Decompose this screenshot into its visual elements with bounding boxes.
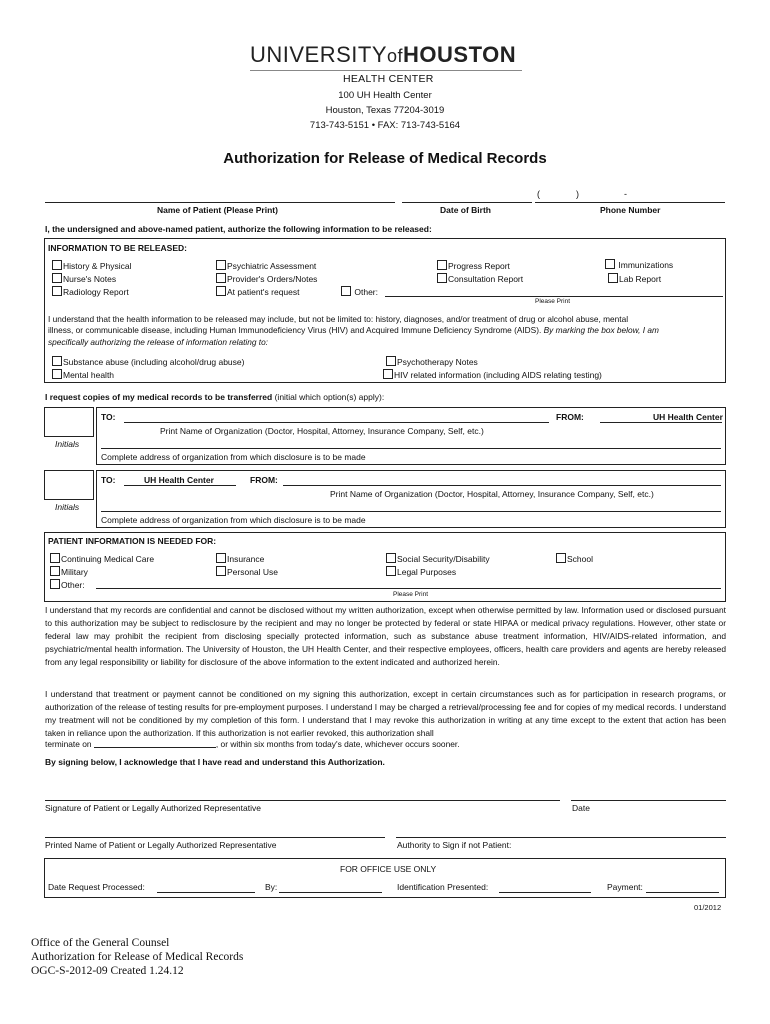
printed-name-line[interactable] <box>45 837 385 838</box>
terminate-line <box>45 739 460 749</box>
checkbox[interactable] <box>52 273 62 283</box>
phone-line[interactable] <box>535 202 725 203</box>
option-label: HIV related information (including AIDS relating testing) <box>394 370 602 380</box>
address-line-2: Houston, Texas 77204-3019 <box>325 105 445 116</box>
option-label: History & Physical <box>63 261 132 271</box>
terminate-label: terminate on <box>45 739 92 749</box>
phone-paren-open: ( <box>537 189 540 199</box>
initials-label-1: Initials <box>55 439 80 449</box>
health-center-label: HEALTH CENTER <box>343 73 434 85</box>
payment-label: Payment: <box>607 882 643 892</box>
checkbox[interactable] <box>50 553 60 563</box>
authority-label: Authority to Sign if not Patient: <box>397 840 512 850</box>
printed-name-label: Printed Name of Patient or Legally Authorized Representative <box>45 840 277 850</box>
please-print-note: Please Print <box>535 298 571 305</box>
checkbox[interactable] <box>216 553 226 563</box>
phone-label: Phone Number <box>600 205 661 215</box>
option-label: Nurse's Notes <box>63 274 117 284</box>
id-presented-label: Identification Presented: <box>397 882 489 892</box>
signature-label: Signature of Patient or Legally Authorized Representative <box>45 803 261 813</box>
checkbox[interactable] <box>216 273 226 283</box>
transfer-heading-rest: (initial which option(s) apply): <box>274 392 385 402</box>
option-label: Psychotherapy Notes <box>397 357 478 367</box>
checkbox[interactable] <box>556 553 566 563</box>
check-psychiatric-assessment[interactable] <box>216 260 316 271</box>
check-lab-report[interactable] <box>608 273 661 284</box>
option-label: Legal Purposes <box>397 567 457 577</box>
notice-line-1: I understand that the health information to be released may include, but not be limited to: history, diagnoses, and/or treatment of drug or alcohol abuse, mental <box>48 314 629 324</box>
payment-line[interactable] <box>646 892 719 893</box>
phone-paren-close: ) <box>576 189 579 199</box>
check-progress-report[interactable] <box>437 260 510 271</box>
dob-line[interactable] <box>402 202 532 203</box>
checkbox[interactable] <box>608 273 618 283</box>
purpose-please-print: Please Print <box>393 591 429 598</box>
authorize-statement: I, the undersigned and above-named patient, authorize the following information to be released: <box>45 224 432 234</box>
page-title: Authorization for Release of Medical Records <box>223 150 547 167</box>
option-label: Radiology Report <box>63 287 129 297</box>
check-psychotherapy-notes[interactable] <box>386 356 478 367</box>
complete-address-note-2: Complete address of organization from which disclosure is to be made <box>101 515 366 525</box>
print-org-note-2: Print Name of Organization (Doctor, Hospital, Attorney, Insurance Company, Self, etc.) <box>330 489 654 499</box>
other-line[interactable] <box>385 296 723 297</box>
option-label: Immunizations <box>618 260 674 270</box>
revision-date: 01/2012 <box>694 903 722 912</box>
by-line[interactable] <box>279 892 382 893</box>
option-label: Consultation Report <box>448 274 524 284</box>
date-label: Date <box>572 803 590 813</box>
notice-line-3: specifically authorizing the release of information relating to: <box>48 337 268 347</box>
option-label: Personal Use <box>227 567 279 577</box>
check-personal-use[interactable] <box>216 566 278 577</box>
option-label: Progress Report <box>448 261 510 271</box>
check-continuing-care[interactable] <box>50 553 154 564</box>
footer-line-3: OGC-S-2012-09 Created 1.24.12 <box>31 965 184 977</box>
footer-line-1: Office of the General Counsel <box>31 937 170 949</box>
date-processed-line[interactable] <box>157 892 255 893</box>
check-consultation-report[interactable] <box>437 273 523 284</box>
to-uh-2: UH Health Center <box>144 475 214 485</box>
notice-line-2-italic: By marking the box below, I am <box>543 325 659 335</box>
check-immunizations[interactable] <box>605 259 673 270</box>
option-label: Substance abuse (including alcohol/drug abuse) <box>63 357 245 367</box>
initials-box-1[interactable] <box>44 407 94 437</box>
confidentiality-paragraph: I understand that my records are confidential and cannot be disclosed without my written authorization, except when otherwise permitted by law. Information used or disclosed pursuant to this authorization may be subject to redisclosure by the recipient and may no longer be protected by federal or state HIPAA or medical privacy regulations. However, other state or federal law may prohibit the recipient from disclosing specially protected information, such as substance abuse treatment information, HIV/AIDS-related information, and psychiatric/mental health information. The University of Houston, the UH Health Center, and their respective employees, officers, health care providers and agents are hereby released from any legal responsibility or liability for disclosure of the above information to the extent indicated and authorized herein. <box>45 605 726 667</box>
option-label: Other: <box>354 287 378 297</box>
check-mental-health[interactable] <box>52 369 114 380</box>
phone-dash: - <box>624 189 627 199</box>
logo-of: of <box>387 46 404 66</box>
transfer-heading <box>45 392 384 402</box>
to-label-1: TO: <box>101 412 116 422</box>
option-label: Psychiatric Assessment <box>227 261 317 271</box>
to-org-line-1[interactable] <box>124 422 549 423</box>
address-line-1: 100 UH Health Center <box>338 90 432 101</box>
checkbox[interactable] <box>386 356 396 366</box>
purpose-other-line[interactable] <box>96 588 721 589</box>
id-presented-line[interactable] <box>499 892 591 893</box>
checkbox[interactable] <box>52 286 62 296</box>
acknowledge-statement: By signing below, I acknowledge that I have read and understand this Authorization. <box>45 757 385 767</box>
checkbox[interactable] <box>50 579 60 589</box>
check-purpose-other[interactable] <box>50 579 85 590</box>
logo-rule <box>250 70 522 71</box>
checkbox[interactable] <box>386 553 396 563</box>
checkbox[interactable] <box>52 260 62 270</box>
check-nurses-notes[interactable] <box>52 273 116 284</box>
option-label: Mental health <box>63 370 115 380</box>
check-radiology-report[interactable] <box>52 286 129 297</box>
terminate-date-field[interactable] <box>94 739 216 748</box>
check-other[interactable] <box>341 286 378 297</box>
check-military[interactable] <box>50 566 88 577</box>
checkbox[interactable] <box>216 260 226 270</box>
terminate-rest: , or within six months from today's date, whichever occurs sooner. <box>215 739 460 749</box>
footer-line-2: Authorization for Release of Medical Records <box>31 951 244 963</box>
authority-line[interactable] <box>396 837 726 838</box>
from-uh-1: UH Health Center <box>653 412 723 422</box>
from-label-2: FROM: <box>250 475 278 485</box>
print-org-note-1: Print Name of Organization (Doctor, Hospital, Attorney, Insurance Company, Self, etc.) <box>160 426 484 436</box>
option-label: At patient's request <box>227 287 300 297</box>
treatment-paragraph: I understand that treatment or payment cannot be conditioned on my signing this authorization, except in certain circumstances such as for participation in research programs, or authorization of the release of testing results for pre-employment purposes. I understand I may be charged a retrieval/processing fee and for copies of my medical records. I understand my treatment will not be conditioned by my completion of this form. I understand that I may revoke this authorization in writing at any time except to the extent that action has been taken in reliance upon the authorization. If this authorization is not earlier revoked, this authorization shall <box>45 689 726 738</box>
initials-box-2[interactable] <box>44 470 94 500</box>
date-processed-label: Date Request Processed: <box>48 882 145 892</box>
checkbox[interactable] <box>216 566 226 576</box>
checkbox[interactable] <box>437 273 447 283</box>
checkbox[interactable] <box>437 260 447 270</box>
option-label: School <box>567 554 593 564</box>
checkbox[interactable] <box>341 286 351 296</box>
logo-university: UNIVERSITY <box>250 42 388 67</box>
check-history-physical[interactable] <box>52 260 132 271</box>
patient-name-line[interactable] <box>45 202 395 203</box>
to-label-2: TO: <box>101 475 116 485</box>
checkbox[interactable] <box>50 566 60 576</box>
checkbox[interactable] <box>52 369 62 379</box>
checkbox[interactable] <box>383 369 393 379</box>
option-label: Military <box>61 567 88 577</box>
notice-line-2 <box>48 325 659 335</box>
by-label: By: <box>265 882 278 892</box>
option-label: Social Security/Disability <box>397 554 490 564</box>
option-label: Lab Report <box>619 274 662 284</box>
checkbox[interactable] <box>386 566 396 576</box>
option-label: Provider's Orders/Notes <box>227 274 318 284</box>
option-label: Insurance <box>227 554 265 564</box>
check-social-security[interactable] <box>386 553 490 564</box>
to-line-2 <box>124 485 236 486</box>
check-hiv-info[interactable] <box>383 369 602 380</box>
info-release-heading: INFORMATION TO BE RELEASED: <box>48 243 187 253</box>
transfer-heading-bold: I request copies of my medical records to be transferred <box>45 392 273 402</box>
dob-label: Date of Birth <box>440 205 491 215</box>
check-provider-orders[interactable] <box>216 273 317 284</box>
option-label: Other: <box>61 580 85 590</box>
check-school[interactable] <box>556 553 593 564</box>
phone-fax: 713-743-5151 • FAX: 713-743-5164 <box>309 120 461 131</box>
logo-houston: HOUSTON <box>403 42 517 67</box>
check-insurance[interactable] <box>216 553 264 564</box>
from-line-1 <box>600 422 722 423</box>
university-logo <box>250 42 516 68</box>
office-use-heading: FOR OFFICE USE ONLY <box>340 864 437 874</box>
date-line[interactable] <box>571 800 726 801</box>
check-substance-abuse[interactable] <box>52 356 244 367</box>
notice-line-2-text: illness, or communicable disease, including Human Immunodeficiency Virus (HIV) and Acquired Immune Deficiency Syndrome (AIDS). <box>48 325 542 335</box>
signature-line[interactable] <box>45 800 560 801</box>
complete-address-note-1: Complete address of organization from which disclosure is to be made <box>101 452 366 462</box>
check-legal[interactable] <box>386 566 456 577</box>
checkbox[interactable] <box>216 286 226 296</box>
from-org-line-2[interactable] <box>283 485 721 486</box>
address-line-field-2[interactable] <box>101 511 721 512</box>
initials-label-2: Initials <box>55 502 80 512</box>
purpose-heading: PATIENT INFORMATION IS NEEDED FOR: <box>48 536 217 546</box>
from-label-1: FROM: <box>556 412 584 422</box>
check-patient-request[interactable] <box>216 286 300 297</box>
patient-name-label: Name of Patient (Please Print) <box>157 205 278 215</box>
option-label: Continuing Medical Care <box>61 554 155 564</box>
checkbox[interactable] <box>52 356 62 366</box>
checkbox[interactable] <box>605 259 615 269</box>
address-line-field-1[interactable] <box>101 448 721 449</box>
